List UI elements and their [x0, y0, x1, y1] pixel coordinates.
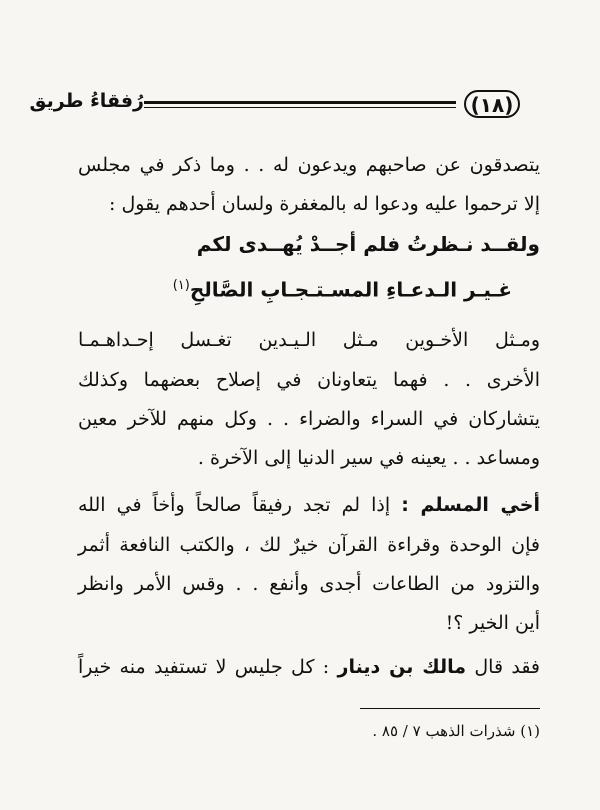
paragraph2-line1: ومـثل الأخـوين مـثل الـيـدين تغـسل إحـداهـمـا — [78, 329, 540, 351]
paragraph2-line4: ومساعد . . يعينه في سير الدنيا إلى الآخرة . — [197, 447, 540, 469]
paragraph4-line1 — [78, 652, 540, 682]
paragraph3-line1-rest: إذا لم تجد رفيقاً صالحاً وأخاً في الله — [78, 494, 391, 516]
footnote-rule — [360, 708, 540, 709]
footnote: (١) شذرات الذهب ٧ / ٨٥ . — [372, 722, 540, 740]
page-number: (١٨) — [464, 90, 520, 118]
poem-verse2 — [78, 270, 512, 306]
quoted-scholar-name: مالك بن دينار — [337, 656, 467, 678]
poem-verse2-text: غـيـر الـدعـاءِ المسـتـجـابِ الصَّالحِ — [189, 277, 512, 302]
book-title: رُفقاءُ طريق — [29, 90, 144, 112]
paragraph2-line3: يتشاركان في السراء والضراء . . وكل منهم للآخر معين — [78, 408, 540, 430]
paragraph3-line3: والتزود من الطاعات أجدى وأنفع . . وقس الأمر وانظر — [78, 573, 540, 595]
quote-rest: : كل جليس لا تستفيد منه خيراً — [78, 656, 330, 678]
poem-verse1-text: ولقــد نـظرتُ فلم أجــدْ يُهــدى لكم — [196, 232, 540, 256]
address-lead: أخي المسلم : — [401, 494, 540, 516]
paragraph3-line1 — [78, 490, 540, 520]
paragraph1-line1: يتصدقون عن صاحبهم ويدعون له . . وما ذكر في مجلس — [78, 154, 540, 176]
footnote-marker: (١) — [172, 278, 190, 293]
paragraph3-line2: فإن الوحدة وقراءة القرآن خيرٌ لك ، والكتب النافعة أثمر — [78, 534, 540, 556]
page-header — [29, 88, 520, 124]
paragraph1-line2: إلا ترحموا عليه ودعوا له بالمغفرة ولسان أحدهم يقول : — [109, 193, 540, 215]
header-rule — [144, 101, 456, 108]
poem-verse1 — [78, 228, 540, 260]
paragraph3-line4: أين الخير ؟! — [445, 612, 540, 634]
paragraph2-line2: الأخرى . . فهما يتعاونان في إصلاح بعضهما وكذلك — [78, 369, 540, 391]
quote-lead: فقد قال — [474, 656, 541, 678]
